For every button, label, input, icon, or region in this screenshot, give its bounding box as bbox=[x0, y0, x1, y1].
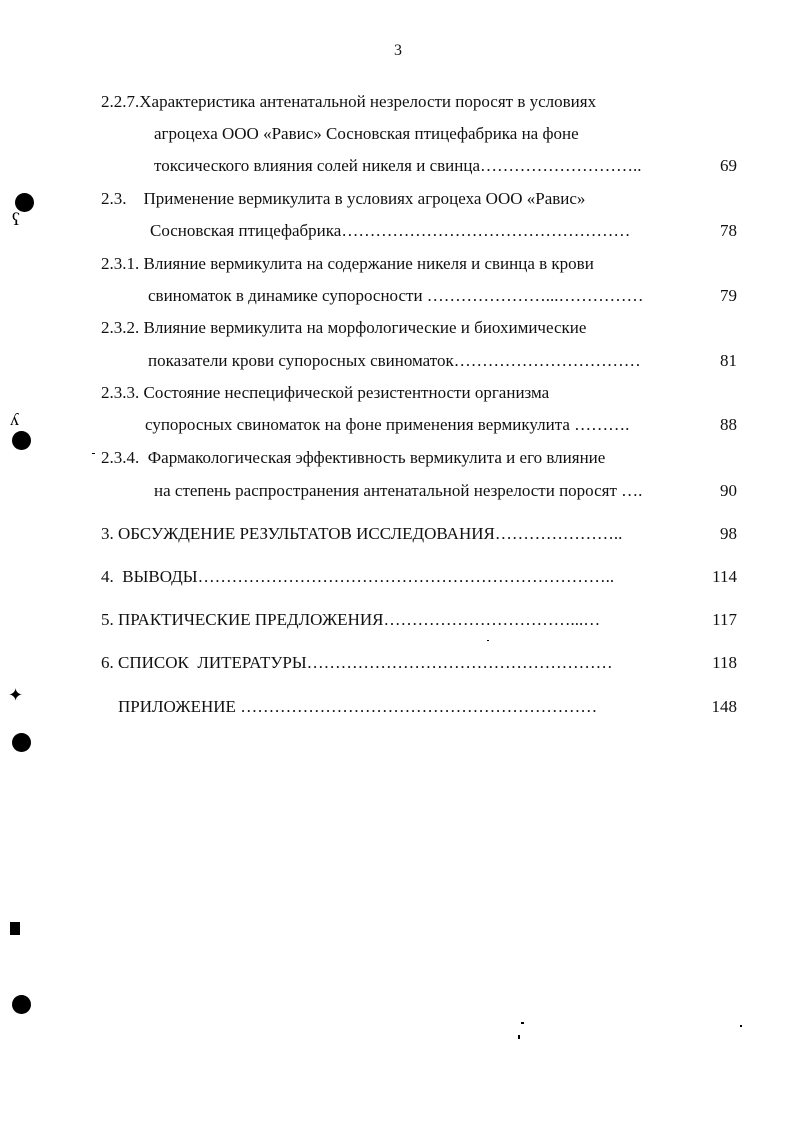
toc-entry-2-3-page: 78 bbox=[720, 221, 737, 240]
scan-speck bbox=[92, 453, 95, 454]
scan-speck bbox=[740, 1025, 742, 1027]
toc-entry-appendix-line: ПРИЛОЖЕНИЕ ……………………………………………………… bbox=[118, 697, 598, 716]
scan-speck bbox=[10, 922, 20, 935]
toc-entry-3-page: 98 bbox=[720, 524, 737, 543]
toc-entry-5-line: 5. ПРАКТИЧЕСКИЕ ПРЕДЛОЖЕНИЯ……………………………...… bbox=[101, 610, 601, 629]
scan-speck bbox=[487, 640, 489, 641]
page-number: 3 bbox=[394, 42, 402, 59]
toc-entry-2-3-4-page: 90 bbox=[720, 481, 737, 500]
toc-entry-2-2-7-page: 69 bbox=[720, 156, 737, 175]
scan-speck: ʎ bbox=[10, 409, 19, 429]
toc-entry-2-3-3-line-2: супоросных свиноматок на фоне применения вермикулита ………. bbox=[145, 415, 630, 434]
binding-hole-mark bbox=[12, 733, 31, 752]
binding-hole-mark bbox=[12, 995, 31, 1014]
toc-entry-4-line: 4. ВЫВОДЫ……………………………………………………………….. bbox=[101, 567, 615, 586]
toc-entry-2-2-7-line-2: агроцеха ООО «Равис» Сосновская птицефабрика на фоне bbox=[154, 124, 579, 143]
scan-speck: ʕ bbox=[12, 209, 20, 229]
toc-entry-6-page: 118 bbox=[712, 653, 737, 672]
toc-entry-2-3-3-page: 88 bbox=[720, 415, 737, 434]
scan-speck bbox=[518, 1035, 520, 1039]
toc-entry-4-page: 114 bbox=[712, 567, 737, 586]
toc-entry-2-3-4-line-1: 2.3.4. Фармакологическая эффективность вермикулита и его влияние bbox=[101, 448, 606, 467]
toc-entry-2-2-7-line-1: 2.2.7.Характеристика антенатальной незрелости поросят в условиях bbox=[101, 92, 597, 111]
toc-entry-2-3-4-line-2: на степень распространения антенатальной незрелости поросят …. bbox=[154, 481, 643, 500]
toc-entry-6-line: 6. СПИСОК ЛИТЕРАТУРЫ……………………………………………… bbox=[101, 653, 613, 672]
toc-entry-2-3-1-line-1: 2.3.1. Влияние вермикулита на содержание никеля и свинца в крови bbox=[101, 254, 594, 273]
toc-entry-3-line: 3. ОБСУЖДЕНИЕ РЕЗУЛЬТАТОВ ИССЛЕДОВАНИЯ………………….. bbox=[101, 524, 623, 543]
toc-entry-2-3-2-line-2: показатели крови супоросных свиноматок…………………………… bbox=[148, 351, 641, 370]
toc-entry-appendix-page: 148 bbox=[711, 697, 737, 716]
toc-entry-2-3-3-line-1: 2.3.3. Состояние неспецифической резистентности организма bbox=[101, 383, 550, 402]
toc-entry-2-3-line-1: 2.3. Применение вермикулита в условиях агроцеха ООО «Равис» bbox=[101, 189, 586, 208]
toc-entry-2-3-1-line-2: свиноматок в динамике супоросности …………………...…………… bbox=[148, 286, 644, 305]
toc-entry-2-3-line-2: Сосновская птицефабрика…………………………………………… bbox=[150, 221, 631, 240]
scan-speck bbox=[521, 1022, 524, 1024]
toc-entry-2-3-2-line-1: 2.3.2. Влияние вермикулита на морфологические и биохимические bbox=[101, 318, 587, 337]
toc-entry-5-page: 117 bbox=[712, 610, 737, 629]
binding-hole-mark bbox=[12, 431, 31, 450]
toc-entry-2-3-1-page: 79 bbox=[720, 286, 737, 305]
toc-entry-2-2-7-line-3: токсического влияния солей никеля и свинца……………………….. bbox=[154, 156, 642, 175]
toc-entry-2-3-2-page: 81 bbox=[720, 351, 737, 370]
scan-speck: ✦ bbox=[8, 685, 24, 705]
